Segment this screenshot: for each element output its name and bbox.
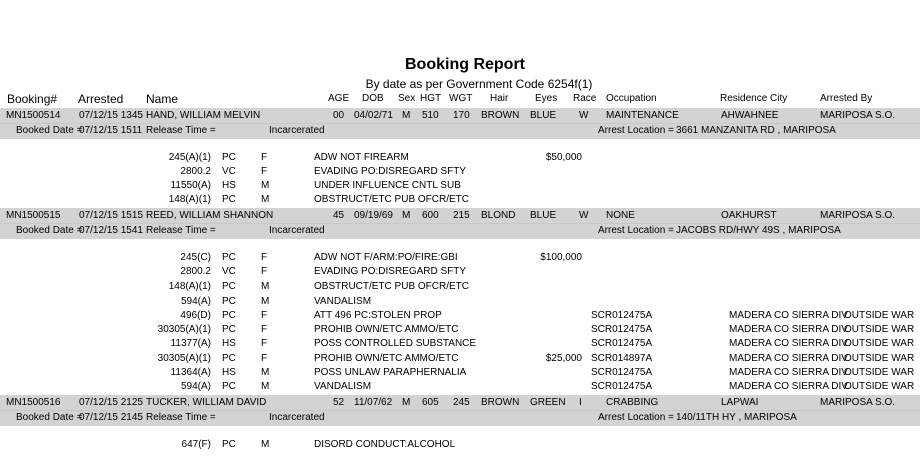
charge-code: 30305(A)(1) [157,324,211,335]
charge-description: OBSTRUCT/ETC PUB OFCR/ETC [314,194,470,205]
release-time-label: Release Time = [146,225,216,236]
charge-type: PC [222,296,236,307]
charge-code: 496(D) [180,310,211,321]
charge-level: M [261,439,270,450]
charge-description: EVADING PO:DISREGARD SFTY [314,266,467,277]
arrested-by-value: MARIPOSA S.O. [820,110,896,121]
charge-level: F [261,324,268,335]
occupation-value: MAINTENANCE [606,110,679,121]
case-number: SCR012475A [591,310,653,321]
header-arrested: Arrested [78,92,124,106]
arrest-location-label: Arrest Location = [598,225,674,236]
charge-type: PC [222,152,236,163]
charge-type: PC [222,281,236,292]
case-number: SCR014897A [591,353,653,364]
hair-value: BROWN [481,397,520,408]
weight-value: 215 [453,210,470,221]
bail-amount: $25,000 [545,353,582,364]
charge-code: 2800.2 [180,266,211,277]
charge-level: F [261,252,268,263]
occupation-value: NONE [606,210,635,221]
charge-code: 647(F) [181,439,211,450]
header-name: Name [146,92,179,106]
charge-description: UNDER INFLUENCE CNTL SUB [314,180,461,191]
court-name: MADERA CO SIERRA DIV [729,324,848,335]
header-wgt: WGT [449,93,473,104]
charge-level: F [261,310,268,321]
booking-number: MN1500514 [6,110,61,121]
charge-type: HS [222,180,236,191]
dob-value: 09/19/69 [354,210,393,221]
charge-description: POSS UNLAW PARAPHERNALIA [314,367,467,378]
age-value: 52 [333,397,345,408]
charge-type: PC [222,324,236,335]
bail-amount: $100,000 [540,252,582,263]
charge-type: VC [222,166,236,177]
release-time-label: Release Time = [146,412,216,423]
sex-value: M [402,397,411,408]
charge-description: POSS CONTROLLED SUBSTANCE [314,338,477,349]
charge-level: M [261,296,270,307]
booked-date-label: Booked Date = [16,225,83,236]
person-name: TUCKER, WILLIAM DAVID [146,397,267,408]
eyes-value: GREEN [530,397,566,408]
dob-value: 11/07/62 [354,397,393,408]
arrested-datetime: 07/12/15 1515 [79,210,143,221]
charge-type: HS [222,338,236,349]
warrant-agency: OUTSIDE WAR [844,367,915,378]
arrest-location-value: JACOBS RD/HWY 49S , MARIPOSA [676,225,841,236]
charge-code: 245(A)(1) [168,152,211,163]
charge-type: PC [222,252,236,263]
warrant-agency: OUTSIDE WAR [844,310,915,321]
sex-value: M [402,110,411,121]
charge-description: ADW NOT F/ARM:PO/FIRE:GBI [314,252,458,263]
header-hair: Hair [490,93,509,104]
arrest-location-value: 3661 MANZANITA RD , MARIPOSA [676,125,836,136]
occupation-value: CRABBING [606,397,659,408]
charge-type: PC [222,194,236,205]
residence-city-value: OAKHURST [721,210,777,221]
charge-level: F [261,338,268,349]
arrested-by-value: MARIPOSA S.O. [820,397,896,408]
booked-date-value: 07/12/15 2145 [79,412,143,423]
charge-code: 11377(A) [170,338,211,349]
report-subtitle: By date as per Government Code 6254f(1) [365,77,593,91]
custody-status: Incarcerated [269,412,325,423]
booked-date-label: Booked Date = [16,412,83,423]
charge-code: 245(C) [180,252,211,263]
header-occupation: Occupation [606,93,657,104]
eyes-value: BLUE [530,110,557,121]
charge-code: 594(A) [180,381,211,392]
bail-amount: $50,000 [545,152,582,163]
hair-value: BROWN [481,110,520,121]
band-divider [0,123,920,124]
header-dob: DOB [362,93,384,104]
charge-description: PROHIB OWN/ETC AMMO/ETC [314,324,459,335]
age-value: 45 [333,210,345,221]
height-value: 510 [422,110,439,121]
booked-date-value: 07/12/15 1511 [79,125,143,136]
height-value: 605 [422,397,439,408]
charge-description: EVADING PO:DISREGARD SFTY [314,166,467,177]
header-sex: Sex [398,93,416,104]
header-eyes: Eyes [535,93,558,104]
arrest-location-value: 140/11TH HY , MARIPOSA [676,412,797,423]
charge-code: 30305(A)(1) [157,353,211,364]
race-value: W [579,110,589,121]
hair-value: BLOND [481,210,516,221]
charge-level: F [261,166,268,177]
warrant-agency: OUTSIDE WAR [844,338,915,349]
header-race: Race [573,93,597,104]
charge-description: DISORD CONDUCT:ALCOHOL [314,439,456,450]
charge-code: 148(A)(1) [168,194,211,205]
charge-description: PROHIB OWN/ETC AMMO/ETC [314,353,459,364]
eyes-value: BLUE [530,210,557,221]
charge-type: PC [222,310,236,321]
weight-value: 170 [453,110,470,121]
court-name: MADERA CO SIERRA DIV [729,367,848,378]
race-value: W [579,210,589,221]
weight-value: 245 [453,397,470,408]
dob-value: 04/02/71 [354,110,393,121]
height-value: 600 [422,210,439,221]
court-name: MADERA CO SIERRA DIV [729,381,848,392]
charge-level: M [261,194,270,205]
arrested-by-value: MARIPOSA S.O. [820,210,896,221]
charge-type: VC [222,266,236,277]
warrant-agency: OUTSIDE WAR [844,353,915,364]
sex-value: M [402,210,411,221]
custody-status: Incarcerated [269,225,325,236]
court-name: MADERA CO SIERRA DIV [729,353,848,364]
charge-type: PC [222,381,236,392]
header-age: AGE [328,93,350,104]
warrant-agency: OUTSIDE WAR [844,381,915,392]
charge-description: VANDALISM [314,381,372,392]
charge-level: F [261,152,268,163]
court-name: MADERA CO SIERRA DIV [729,338,848,349]
charge-level: M [261,367,270,378]
residence-city-value: AHWAHNEE [721,110,779,121]
charge-description: OBSTRUCT/ETC PUB OFCR/ETC [314,281,470,292]
charge-type: PC [222,353,236,364]
band-divider [0,410,920,411]
person-name: REED, WILLIAM SHANNON [146,210,274,221]
charge-code: 11550(A) [170,180,211,191]
person-name: HAND, WILLIAM MELVIN [146,110,261,121]
header-hgt: HGT [420,93,442,104]
charge-code: 594(A) [180,296,211,307]
release-time-label: Release Time = [146,125,216,136]
arrest-location-label: Arrest Location = [598,412,674,423]
age-value: 00 [333,110,345,121]
charge-description: VANDALISM [314,296,372,307]
warrant-agency: OUTSIDE WAR [844,324,915,335]
case-number: SCR012475A [591,381,653,392]
band-divider [0,223,920,224]
charge-code: 11364(A) [170,367,211,378]
header-arrested-by: Arrested By [820,93,873,104]
court-name: MADERA CO SIERRA DIV [729,310,848,321]
residence-city-value: LAPWAI [721,397,759,408]
booked-date-label: Booked Date = [16,125,83,136]
booking-number: MN1500516 [6,397,61,408]
arrest-location-label: Arrest Location = [598,125,674,136]
custody-status: Incarcerated [269,125,325,136]
header-residence-city: Residence City [720,93,788,104]
booked-date-value: 07/12/15 1541 [79,225,143,236]
charge-level: F [261,266,268,277]
charge-code: 148(A)(1) [168,281,211,292]
case-number: SCR012475A [591,367,653,378]
charge-type: PC [222,439,236,450]
charge-description: ADW NOT FIREARM [314,152,409,163]
arrested-datetime: 07/12/15 2125 [79,397,143,408]
charge-level: M [261,180,270,191]
case-number: SCR012475A [591,324,653,335]
charge-code: 2800.2 [180,166,211,177]
booking-number: MN1500515 [6,210,61,221]
charge-level: M [261,281,270,292]
case-number: SCR012475A [591,338,653,349]
charge-level: M [261,381,270,392]
header-booking: Booking# [7,92,58,106]
race-value: I [579,397,582,408]
charge-level: F [261,353,268,364]
arrested-datetime: 07/12/15 1345 [79,110,143,121]
report-title: Booking Report [405,56,525,73]
charge-type: HS [222,367,236,378]
charge-description: ATT 496 PC:STOLEN PROP [314,310,442,321]
